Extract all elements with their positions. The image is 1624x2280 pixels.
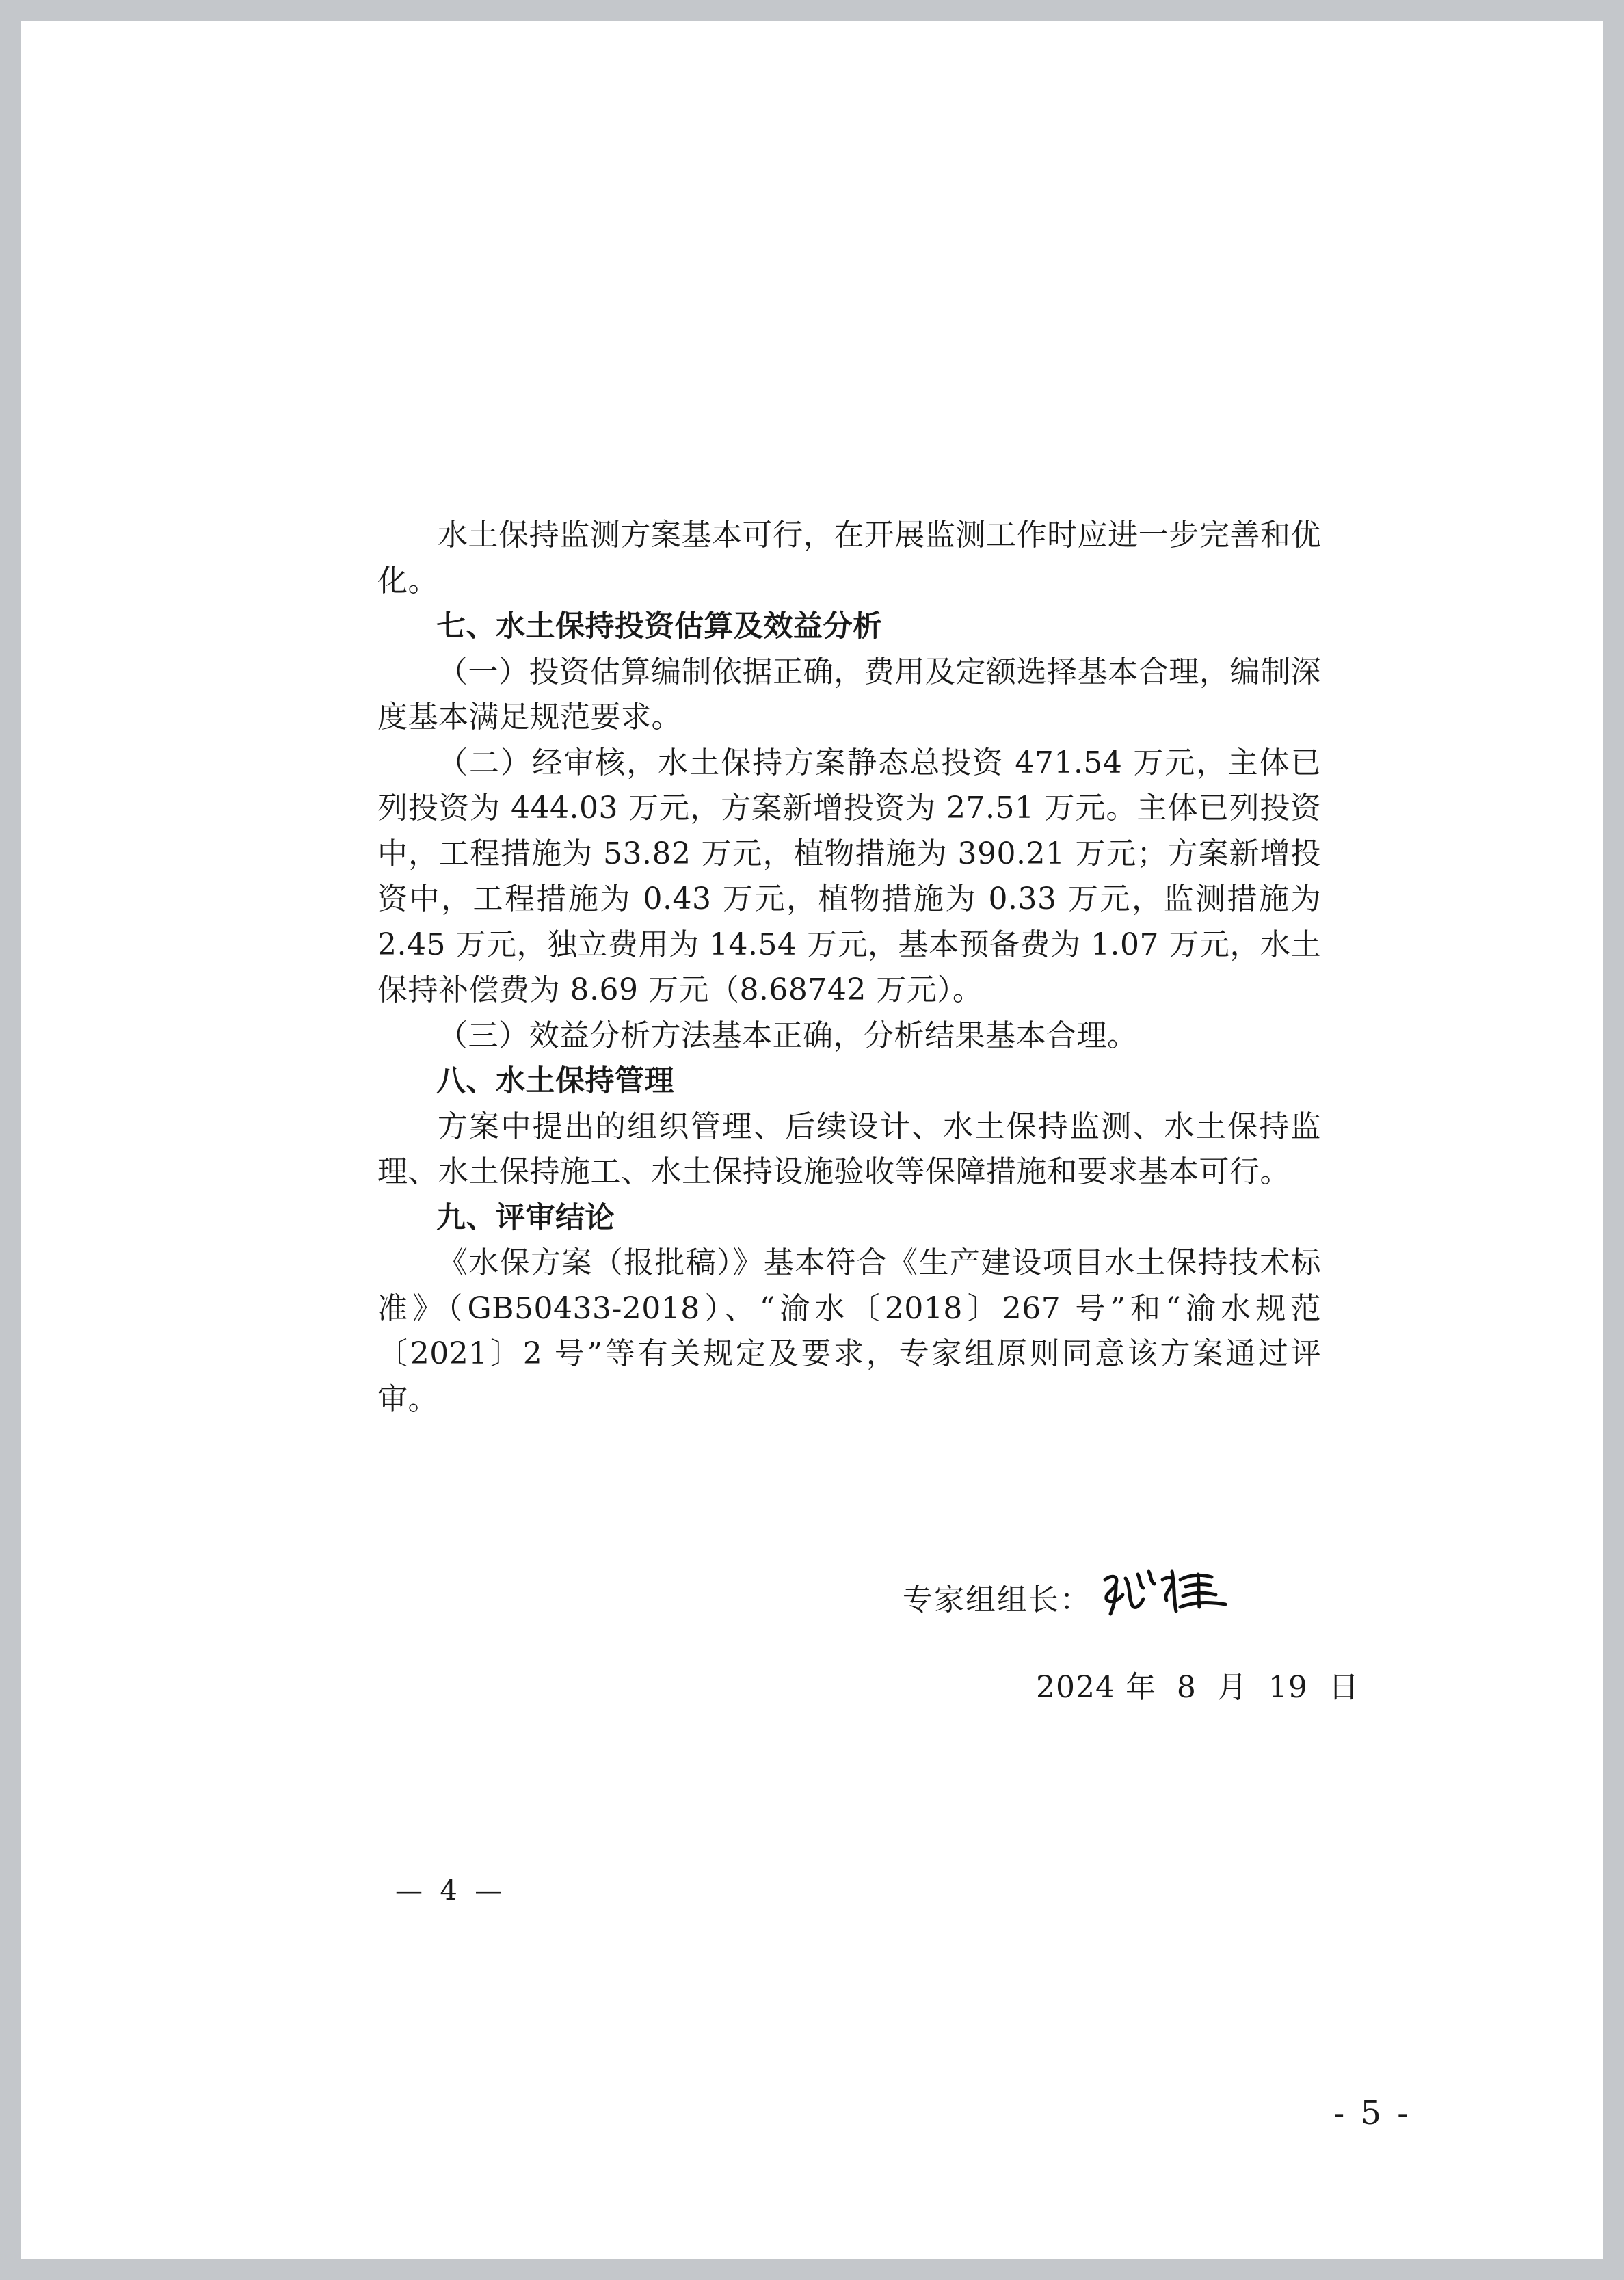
signature-block xyxy=(903,1559,1232,1621)
document-body xyxy=(377,513,1321,1422)
heading-conclusion: 九、评审结论 xyxy=(436,1200,615,1235)
heading-management: 八、水土保持管理 xyxy=(436,1064,674,1098)
heading-investment: 七、水土保持投资估算及效益分析 xyxy=(436,609,883,644)
signature-date: 2024 年 8 月 19 日 xyxy=(1036,1670,1359,1705)
paragraph-investment-basis: （一）投资估算编制依据正确，费用及定额选择基本合理，编制深度基本满足规范要求。 xyxy=(377,654,1321,734)
signature-label: 专家组组长： xyxy=(903,1582,1091,1617)
handwritten-signature xyxy=(1095,1559,1232,1621)
inner-page-number: — 4 — xyxy=(395,1875,503,1907)
paragraph-conclusion: 《水保方案（报批稿）》基本符合《生产建设项目水土保持技术标准》（GB50433-2018）、“渝水〔2018〕267 号”和“渝水规范〔2021〕2 号”等有关规定及要求，专家组原则同意该方案通过评审。 xyxy=(377,1245,1321,1417)
paragraph-benefit-analysis: （三）效益分析方法基本正确，分析结果基本合理。 xyxy=(438,1018,1138,1053)
document-page xyxy=(21,21,1603,2259)
paragraph-monitoring: 水土保持监测方案基本可行，在开展监测工作时应进一步完善和优化。 xyxy=(377,518,1321,598)
paragraph-investment-totals: （二）经审核，水土保持方案静态总投资 471.54 万元，主体已列投资为 444.03 万元，方案新增投资为 27.51 万元。主体已列投资中，工程措施为 53.82 万元，植物措施为 390.21 万元；方案新增投资中，工程措施为 0.43 万元，植物措施为 0.33 万元，监测措施为 2.45 万元，独立费用为 14.54 万元，基本预备费为 1.07 万元，水土保持补偿费为 8.69 万元（8.68742 万元）。 xyxy=(377,745,1321,1007)
paragraph-management: 方案中提出的组织管理、后续设计、水土保持监测、水土保持监理、水土保持施工、水土保持设施验收等保障措施和要求基本可行。 xyxy=(377,1109,1321,1189)
outer-page-number: - 5 - xyxy=(1333,2094,1411,2132)
